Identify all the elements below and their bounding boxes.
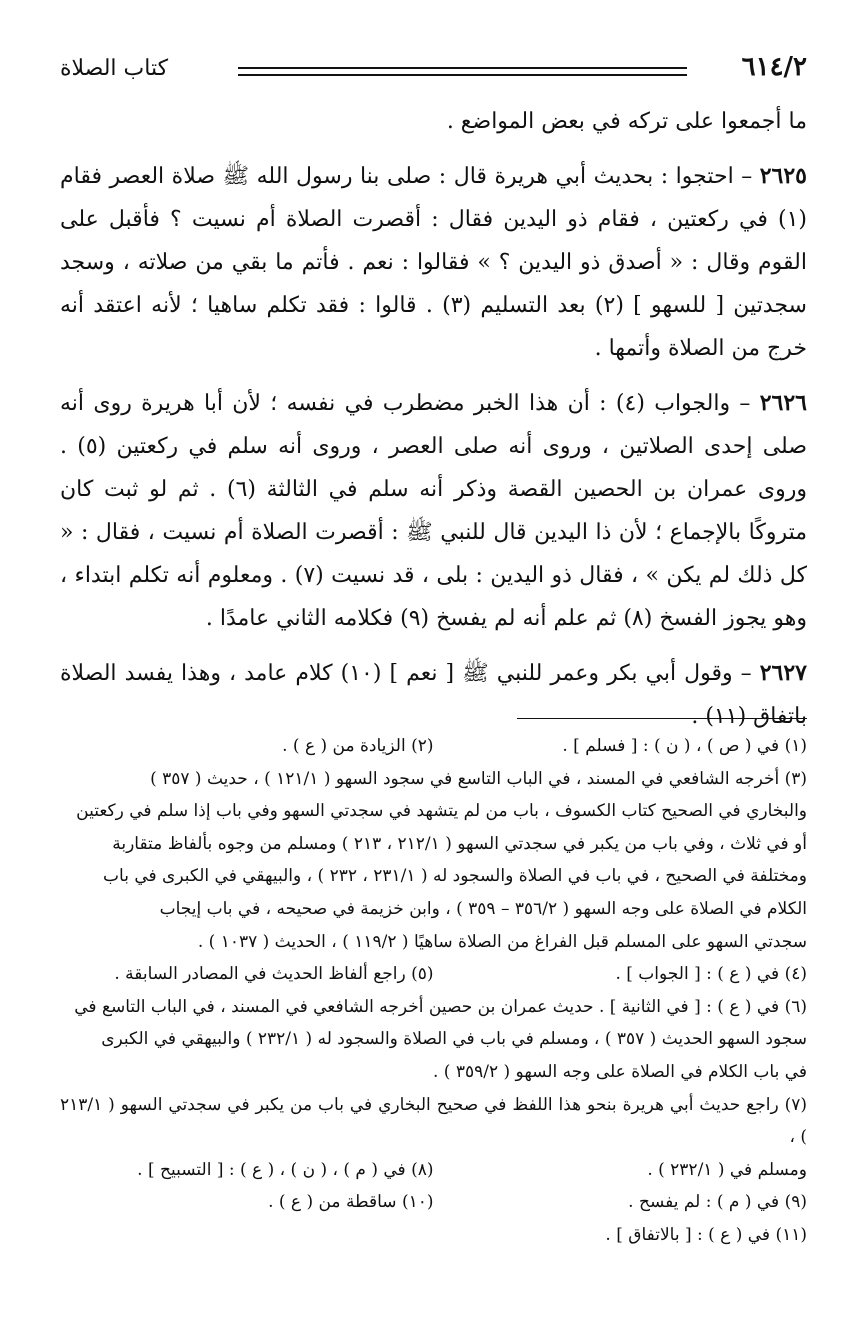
main-text bbox=[60, 100, 807, 750]
footnotes bbox=[60, 730, 807, 1252]
footnote-6-line: في باب الكلام في الصلاة على وجه السهو ( ٣٥٩/٢ ) . bbox=[433, 1061, 807, 1082]
book-title: كتاب الصلاة bbox=[60, 56, 169, 81]
footnote-row bbox=[60, 1186, 807, 1219]
footnote-10: (١٠) ساقطة من ( ع ) . bbox=[268, 1192, 434, 1213]
footnote-3-line: والبخاري في الصحيح كتاب الكسوف ، باب من لم يتشهد في سجدتي السهو وفي باب إذا سلم في ركعتين bbox=[76, 801, 807, 822]
footnote-row bbox=[60, 730, 807, 763]
footnote-9: (٩) في ( م ) : لم يفسح . bbox=[628, 1192, 807, 1213]
footnote-5: (٥) راجع ألفاظ الحديث في المصادر السابقة . bbox=[114, 964, 434, 985]
paragraph-number: ٢٦٢٦ bbox=[759, 390, 807, 416]
paragraph-text: – احتجوا : بحديث أبي هريرة قال : صلى بنا رسول الله ﷺ صلاة العصر فقام (١) في ركعتين ، فقام ذو اليدين فقال : أقصرت الصلاة أم نسيت ؟ فأقبل على القوم وقال : « أصدق ذو اليدين ؟ » فقالوا : نعم . فأتم ما بقي من صلاته ، وسجد سجدتين [ للسهو ] (٢) بعد التسليم (٣) . قالوا : فقد تكلم ساهيا ؛ لأنه اعتقد أنه خرج من الصلاة وأتمها . bbox=[60, 164, 807, 361]
page-header bbox=[60, 52, 807, 92]
paragraph-number: ٢٦٢٧ bbox=[759, 660, 807, 686]
header-rule bbox=[238, 67, 687, 76]
paragraph-2626 bbox=[60, 382, 807, 640]
footnote-3-line: الكلام في الصلاة على وجه السهو ( ٣٥٦/٢ – ٣٥٩ ) ، وابن خزيمة في صحيحه ، في باب إيجاب bbox=[159, 898, 807, 919]
intro-paragraph: ما أجمعوا على تركه في بعض المواضع . bbox=[446, 109, 807, 134]
paragraph-2625 bbox=[60, 155, 807, 370]
paragraph-number: ٢٦٢٥ bbox=[759, 163, 807, 189]
footnote-6-line: (٦) في ( ع ) : [ في الثانية ] . حديث عمران بن حصين أخرجه الشافعي في المسند ، في الباب التاسع في bbox=[74, 996, 807, 1017]
footnote-4: (٤) في ( ع ) : [ الجواب ] . bbox=[615, 964, 807, 985]
footnote-6-line: سجود السهو الحديث ( ٣٥٧ ) ، ومسلم في باب في الصلاة والسجود له ( ٢٣٢/١ ) والبيهقي في الكبرى bbox=[101, 1029, 807, 1050]
footnote-row bbox=[60, 958, 807, 991]
footnote-3-line: (٣) أخرجه الشافعي في المسند ، في الباب التاسع في سجود السهو ( ١٢١/١ ) ، حديث ( ٣٥٧ ) bbox=[150, 768, 807, 789]
footnote-8: (٨) في ( م ) ، ( ن ) ، ( ع ) : [ التسبيح ] . bbox=[137, 1159, 434, 1180]
paragraph-text: – وقول أبي بكر وعمر للنبي ﷺ [ نعم ] (١٠) كلام عامد ، وهذا يفسد الصلاة باتفاق (١١) . bbox=[60, 661, 807, 729]
footnote-3-line: أو في ثلاث ، وفي باب من يكبر في سجدتي السهو ( ٢١٢/١ ، ٢١٣ ) ومسلم من وجوه بألفاظ متقاربة bbox=[112, 833, 807, 854]
footnote-row bbox=[60, 1154, 807, 1187]
paragraph-text: – والجواب (٤) : أن هذا الخبر مضطرب في نفسه ؛ لأن أبا هريرة روى أنه صلى إحدى الصلاتين ، وروى أنه صلى العصر ، وروى أنه سلم في ركعتين (٥) . وروى عمران بن الحصين القصة وذكر أنه سلم في الثالثة (٦) . ثم لو ثبت كان متروكًا بالإجماع ؛ لأن ذا اليدين قال للنبي ﷺ : أقصرت الصلاة أم نسيت ، فقال : « كل ذلك لم يكن » ، فقال ذو اليدين : بلى ، قد نسيت (٧) . ومعلوم أنه تكلم ابتداء ، وهو يجوز الفسخ (٨) ثم علم أنه لم يفسخ (٩) فكلامه الثاني عامدًا . bbox=[60, 391, 807, 631]
footnote-11: (١١) في ( ع ) : [ بالاتفاق ] . bbox=[605, 1224, 807, 1245]
footnote-7-line: ومسلم في ( ٢٣٢/١ ) . bbox=[647, 1159, 807, 1180]
footnote-separator bbox=[517, 718, 807, 719]
paragraph-2627 bbox=[60, 652, 807, 738]
footnote-1: (١) في ( ص ) ، ( ن ) : [ فسلم ] . bbox=[562, 736, 807, 756]
page-number: ٦١٤/٢ bbox=[741, 52, 807, 82]
footnote-2: (٢) الزيادة من ( ع ) . bbox=[282, 736, 434, 756]
footnote-3-line: ومختلفة في الصحيح ، في باب في الصلاة والسجود له ( ٢٣١/١ ، ٢٣٢ ) ، والبيهقي في الكبرى في باب bbox=[103, 866, 807, 887]
footnote-3-line: سجدتي السهو على المسلم قبل الفراغ من الصلاة ساهيًا ( ١١٩/٢ ) ، الحديث ( ١٠٣٧ ) . bbox=[197, 931, 807, 952]
footnote-7-line: (٧) راجع حديث أبي هريرة بنحو هذا اللفظ في صحيح البخاري في باب من يكبر في سجدتي السهو ( ٢١٣/١ ) ، bbox=[60, 1094, 807, 1148]
